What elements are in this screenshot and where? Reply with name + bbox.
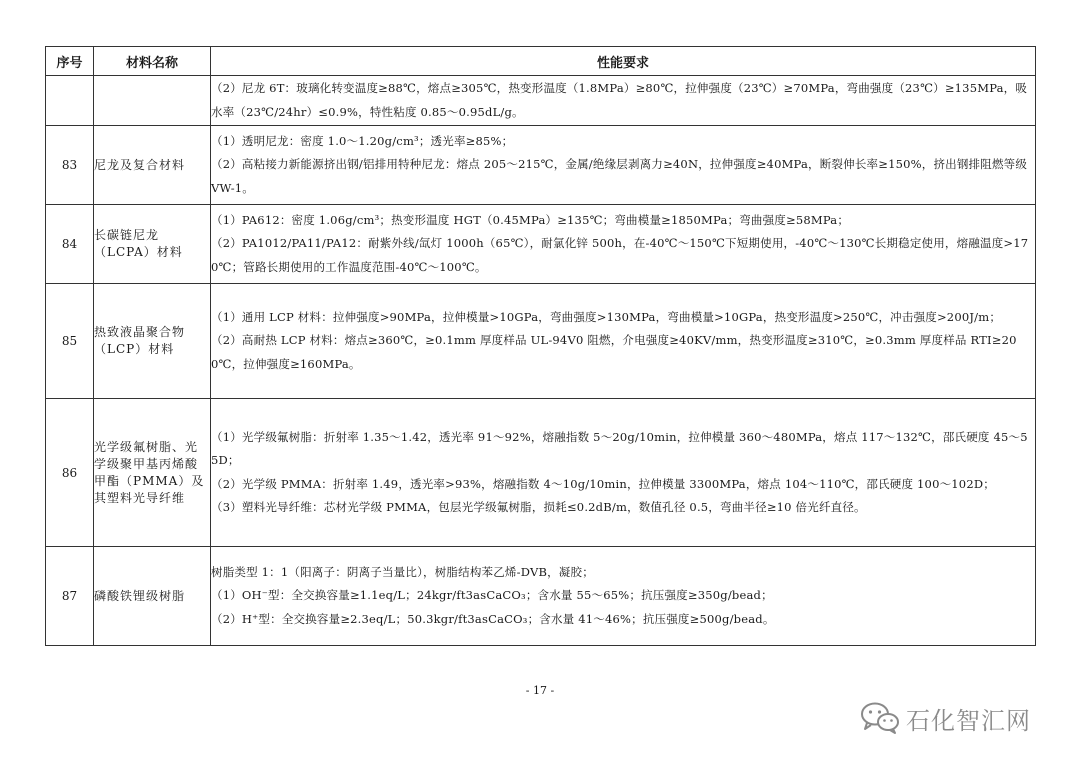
- table-row: [46, 205, 1036, 284]
- table-row: [46, 547, 1036, 646]
- row-material: 长碳链尼龙（LCPA）材料: [94, 205, 211, 284]
- requirement-line: （1）光学级氟树脂：折射率 1.35～1.42，透光率 91～92%，熔融指数 5～20g/10min，拉伸模量 360～480MPa，熔点 117～132℃，邵氏硬度 45～55D；: [211, 429, 1028, 467]
- row-index: [46, 76, 94, 126]
- header-row: [46, 47, 1036, 76]
- requirement-line: （2）H⁺型：全交换容量≥2.3eq/L；50.3kgr/ft3asCaCO₃；含水量 41～46%；抗压强度≥500g/bead。: [211, 611, 775, 626]
- wechat-icon: [858, 700, 902, 736]
- requirement-line: （1）PA612：密度 1.06g/cm³；热变形温度 HGT（0.45MPa）≥135℃；弯曲模量≥1850MPa；弯曲强度≥58MPa；: [211, 212, 850, 227]
- row-requirement: [211, 547, 1036, 646]
- requirement-line: （2）高耐热 LCP 材料：熔点≥360℃，≥0.1mm 厚度样品 UL-94V0 阻燃，介电强度≥40KV/mm，热变形温度≥310℃，≥0.3mm 厚度样品 RTI≥200℃，拉伸强度≥160MPa。: [211, 333, 1017, 371]
- header-material: 材料名称: [94, 47, 211, 76]
- row-index: 85: [46, 284, 94, 399]
- row-index: 87: [46, 547, 94, 646]
- table-row: [46, 76, 1036, 126]
- row-requirement: [211, 284, 1036, 399]
- row-material: 光学级氟树脂、光学级聚甲基丙烯酸甲酯（PMMA）及其塑料光导纤维: [94, 399, 211, 547]
- requirement-line: （2）光学级 PMMA：折射率 1.49，透光率>93%，熔融指数 4～10g/10min，拉伸模量 3300MPa，熔点 104～110℃，邵氏硬度 100～102D；: [211, 476, 995, 491]
- requirement-line: （1）透明尼龙：密度 1.0～1.20g/cm³；透光率≥85%；: [211, 133, 514, 148]
- row-requirement: [211, 76, 1036, 126]
- row-material: 磷酸铁锂级树脂: [94, 547, 211, 646]
- requirement-line: （1）通用 LCP 材料：拉伸强度>90MPa，拉伸模量>10GPa，弯曲强度>130MPa，弯曲模量>10GPa，热变形温度>250℃，冲击强度>200J/m；: [211, 309, 1002, 324]
- page-number: - 17 -: [525, 684, 555, 697]
- row-requirement: [211, 126, 1036, 205]
- row-requirement: [211, 205, 1036, 284]
- requirement-line: （1）OH⁻型：全交换容量≥1.1eq/L；24kgr/ft3asCaCO₃；含水量 55～65%；抗压强度≥350g/bead；: [211, 588, 773, 603]
- requirement-line: （2）PA1012/PA11/PA12：耐紫外线/氙灯 1000h（65℃），耐氯化锌 500h，在-40℃～150℃下短期使用，-40℃～130℃长期稳定使用，熔融温度>170℃；管路长期使用的工作温度范围-40℃～100℃。: [211, 236, 1029, 274]
- header-requirement: 性能要求: [211, 47, 1036, 76]
- requirement-line: 树脂类型 1：1（阳离子：阴离子当量比），树脂结构苯乙烯-DVB，凝胶；: [211, 564, 594, 579]
- row-material: [94, 76, 211, 126]
- table-row: [46, 284, 1036, 399]
- row-index: 86: [46, 399, 94, 547]
- requirement-line: （2）尼龙 6T：玻璃化转变温度≥88℃，熔点≥305℃，热变形温度（1.8MPa）≥80℃，拉伸强度（23℃）≥70MPa，弯曲强度（23℃）≥135MPa，吸水率（23℃/24hr）≤0.9%，特性粘度 0.85～0.95dL/g。: [211, 81, 1028, 119]
- watermark-text: 石化智汇网: [906, 706, 1031, 735]
- requirement-line: （3）塑料光导纤维：芯材光学级 PMMA，包层光学级氟树脂，损耗≤0.2dB/m，数值孔径 0.5，弯曲半径≥10 倍光纤直径。: [211, 500, 866, 514]
- spec-table: [45, 46, 1036, 646]
- row-material: 尼龙及复合材料: [94, 126, 211, 205]
- row-material: 热致液晶聚合物（LCP）材料: [94, 284, 211, 399]
- row-index: 84: [46, 205, 94, 284]
- header-index: 序号: [46, 47, 94, 76]
- table-row: [46, 126, 1036, 205]
- table-row: [46, 399, 1036, 547]
- requirement-line: （2）高粘接力新能源挤出钢/铝排用特种尼龙：熔点 205～215℃，金属/绝缘层剥离力≥40N，拉伸强度≥40MPa，断裂伸长率≥150%，挤出钢排阻燃等级 VW-1。: [211, 157, 1028, 195]
- watermark: [858, 698, 1031, 738]
- row-index: 83: [46, 126, 94, 205]
- row-requirement: [211, 399, 1036, 547]
